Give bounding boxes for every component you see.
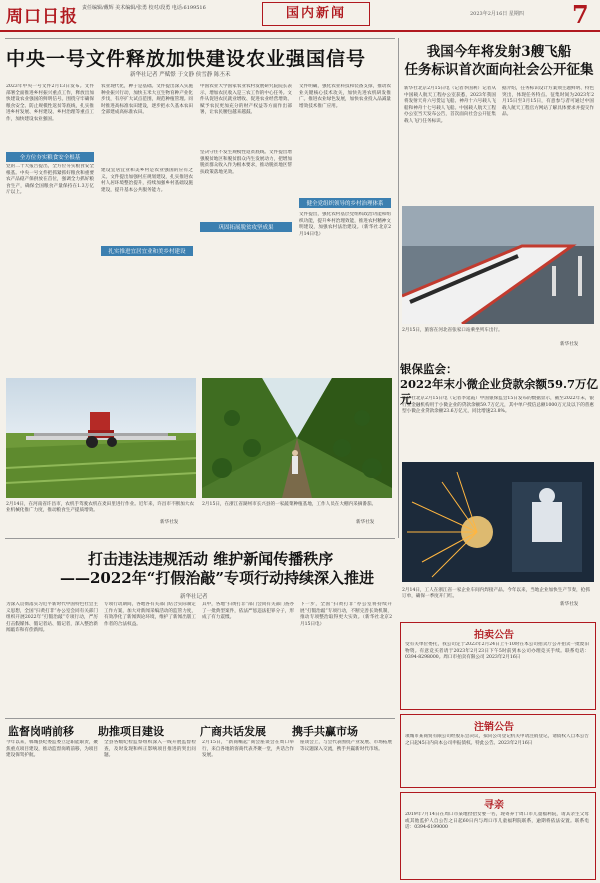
spaceflight-headline: 我国今年将发射3艘飞船 任务标识首次面向社会公开征集 <box>404 44 594 78</box>
cancellation-text: 项城市某商贸有限公司经股东会决议，拟向公司登记机关申请注销登记，请债权人自本公告之日起45日内向本公司申报债权。特此公告。2023年2月16日 <box>405 734 589 746</box>
factory-photo <box>402 462 594 582</box>
bottom-column-3: 2月15日，“新商崛起”商会座谈会在周口举行，来自各地的客商代表齐聚一堂，共话合作发展。 <box>202 740 294 759</box>
column-divider <box>398 38 399 538</box>
cbirc-headline: 银保监会： 2022年末小微企业贷款余额59.7万亿元 <box>400 362 599 406</box>
bottom-column-4: 座谈会上，与会代表围绕产业发展、市场拓展等议题深入交流，携手共赢新时代市场。 <box>300 740 392 752</box>
bottom-column-1: 今年以来，郸城县纪委监委立足职能职责，聚焦重点项目建设，推动监督岗哨前移，为项目建设保驾护航。 <box>6 740 98 759</box>
editor-credits: 责任编辑/戴辉 美术编辑/张勇 校对/段勇 电话:6199516 <box>82 5 206 11</box>
lead-column-3: 中国农业大学国家农业农村发展研究院院长表示，增加农民收入是三农工作的中心任务。文件从促进农民就业增收、促进农业经营增效、赋予农民更加充分的财产权益等方面作出部署，让农民腰包越来越鼓。 <box>200 84 292 116</box>
greenhouse-credit: 新华社发 <box>356 520 375 525</box>
auction-title: 拍卖公告 <box>474 630 514 641</box>
train-photo <box>402 206 594 324</box>
missing-relatives-title: 寻亲 <box>484 800 504 811</box>
anti-column-3: 其中，各地“扫黄打非”部门会同有关部门查办了一批典型案件，依法严惩违法犯罪分子，形成了有力震慑。 <box>202 602 294 621</box>
cancellation-title: 注销公告 <box>474 722 514 733</box>
issue-date: 2023年2月16日 星期四 <box>470 11 524 17</box>
spaceflight-column-1: 新华社北京2月15日电（记者李国利）记者从中国载人航天工程办公室获悉，2023年我国将发射天舟六号货运飞船、神舟十六号载人飞船和神舟十七号载人飞船。中国载人航天工程办公室当天发布公告，首次面向社会公开征集载人飞行任务标识。 <box>404 86 496 124</box>
spaceflight-column-2: 据介绍，任务标识设计方案须主题鲜明、特色突出，体现任务特点。征集时间为2023年2月15日至3月15日，有意参与者可通过中国载人航天工程官方网站了解具体要求并提交作品。 <box>502 86 594 118</box>
lead-column-1b: 党的二十大报告提出，全方位夯实粮食安全根基。中央一号文件把抓紧抓好粮食和重要农产品稳产保供放在首位，强调全力抓好粮食生产，确保全国粮食产量保持在1.3万亿斤以上。 <box>6 164 94 196</box>
train-credit: 新华社发 <box>560 342 579 347</box>
lead-column-1: 2023年中央一号文件2月13日发布。文件部署全面推进乡村振兴重点工作，释放出加快建设农业强国的鲜明信号。围绕守牢确保粮食安全、防止规模性返贫等底线，扎实推进乡村发展、乡村建设、乡村治理等重点工作，加快建设农业强国。 <box>6 84 94 122</box>
lead-subhead-1: 全方位夯实粮食安全根基 <box>6 152 94 162</box>
bottom-headline-2: 助推项目建设 <box>98 725 164 738</box>
lead-subhead-4: 健全党组织领导的乡村治理体系 <box>299 198 391 208</box>
bottom-column-2: 全县各级纪检监察组织深入一线开展监督检查，及时发现和纠正影响项目推进的突出问题。 <box>104 740 196 759</box>
divider <box>5 718 395 719</box>
lead-column-2: 农业现代化，种子是基础。文件提出深入实施种业振兴行动，加快玉米大豆生物育种产业化步伐，有序扩大试点范围，规范种植管理。同时推进高标准农田建设，逐步把永久基本农田全部建成高标准农田。 <box>101 84 193 116</box>
newspaper-logo: 周口日报 <box>6 7 78 27</box>
bottom-headline-3: 广商共话发展 <box>200 725 266 738</box>
lead-column-2b: 建设宜居宜业和美乡村是农业强国的应有之义。文件提出加强村庄规划建设，扎实推进农村人居环境整治提升，持续加强乡村基础设施建设，提升基本公共服务能力。 <box>101 168 193 193</box>
masthead <box>0 0 600 32</box>
tractor-caption: 2月14日，在河南省许昌市，农机手驾驶农机在麦田里进行作业。近年来，许昌市不断加大农业机械化推广力度，推动粮食生产提质增效。 <box>6 502 194 514</box>
missing-relatives-text: 2019年7月14日在周口市某地捡拾女婴一名，现寄养于周口市儿童福利院，请其亲生父母或其他监护人自公告之日起60日内与周口市儿童福利院联系，逾期将依法安置。联系电话：0394-6199000 <box>405 812 589 831</box>
anti-headline: 打击违法违规活动 维护新闻传播秩序 <box>88 550 334 568</box>
anti-column-1: 为深入贯彻落实习近平新时代中国特色社会主义思想，全国“扫黄打非”办公室会同有关部门组织开展2022年“打假治敲”专项行动，严厉打击假媒体、假记者站、假记者，深入整治新闻敲诈和有偿新闻。 <box>6 602 98 634</box>
lead-subhead-3: 巩固拓展脱贫攻坚成果 <box>200 222 292 232</box>
lead-headline: 中央一号文件释放加快建设农业强国信号 <box>6 48 367 70</box>
anti-column-2: 专项行动期间，各地各有关部门结合实际制定工作方案，加大对新闻采编活动的监管力度，有效净化了新闻舆论环境，维护了新闻出版工作者的合法权益。 <box>104 602 196 627</box>
anti-column-4: 下一步，全国“扫黄打非”办公室将持续开展“打假治敲”专项行动，不断完善长效机制，推动专项整治取得更大实效。（新华社北京2月15日电） <box>300 602 392 627</box>
train-caption: 2月15日，旅客在河北省张家口站乘坐列车出行。 <box>402 328 503 333</box>
lead-column-4b: 文件提出，强化农村基层党组织政治功能和组织功能，提升乡村治理效能，推进农村精神文明建设，加强农村法治建设。（新华社北京2月14日电） <box>299 212 391 237</box>
divider <box>5 538 395 539</box>
page-number: 7 <box>572 0 589 29</box>
lead-column-4: 文件明确，强化农业科技和装备支撑，推动农业关键核心技术攻关，加快先进农机研发推广。推进农业绿色发展，加快农业投入品减量增效技术推广应用。 <box>299 84 391 109</box>
factory-caption: 2月14日，工人在浙江省一家企业车间内焊接产品。今年以来，当地企业加快生产节奏，抢抓订单，确保一季度开门红。 <box>402 588 590 600</box>
factory-credit: 新华社发 <box>560 602 579 607</box>
bottom-headline-1: 监督岗哨前移 <box>8 725 74 738</box>
greenhouse-photo <box>202 378 392 498</box>
section-title: 国内新闻 <box>262 2 370 26</box>
divider <box>5 38 395 39</box>
greenhouse-caption: 2月15日，在浙江省湖州市长兴县的一家蔬菜种植基地，工作人员在大棚内采摘番茄。 <box>202 502 377 507</box>
bottom-headline-4: 携手共赢市场 <box>292 725 358 738</box>
tractor-credit: 新华社发 <box>160 520 179 525</box>
lead-column-3b: 坚决守住不发生规模性返贫底线。文件提出增强脱贫地区和脱贫群众内生发展动力，把增加脱贫群众收入作为根本要求，推动脱贫地区帮扶政策落地见效。 <box>200 150 292 175</box>
anti-subheadline: ——2022年“打假治敲”专项行动持续深入推进 <box>60 569 375 587</box>
lead-subhead-2: 扎实推进宜居宜业和美乡村建设 <box>101 246 193 256</box>
lead-byline: 新华社记者 严赋憬 于文静 侯雪静 陈丕禾 <box>130 72 231 78</box>
anti-byline: 新华社记者 <box>180 594 208 600</box>
auction-text: 受有关单位委托，我公司定于2023年2月24日上午10时在本公司拍卖厅公开拍卖一批废旧物资。有意竞买者请于2023年2月23日下午5时前到本公司办理竞买手续。联系电话：0394-8298000。周口市拍卖有限公司 2023年2月16日 <box>405 642 589 661</box>
cbirc-column: 新华社北京2月15日电（记者李延霞）中国银保监会15日发布的数据显示，截至2022年末，银行业金融机构用于小微企业的贷款余额59.7万亿元，其中单户授信总额1000万元及以下的普惠型小微企业贷款余额23.6万亿元，同比增速23.8%。 <box>402 396 594 415</box>
tractor-photo <box>6 378 196 498</box>
